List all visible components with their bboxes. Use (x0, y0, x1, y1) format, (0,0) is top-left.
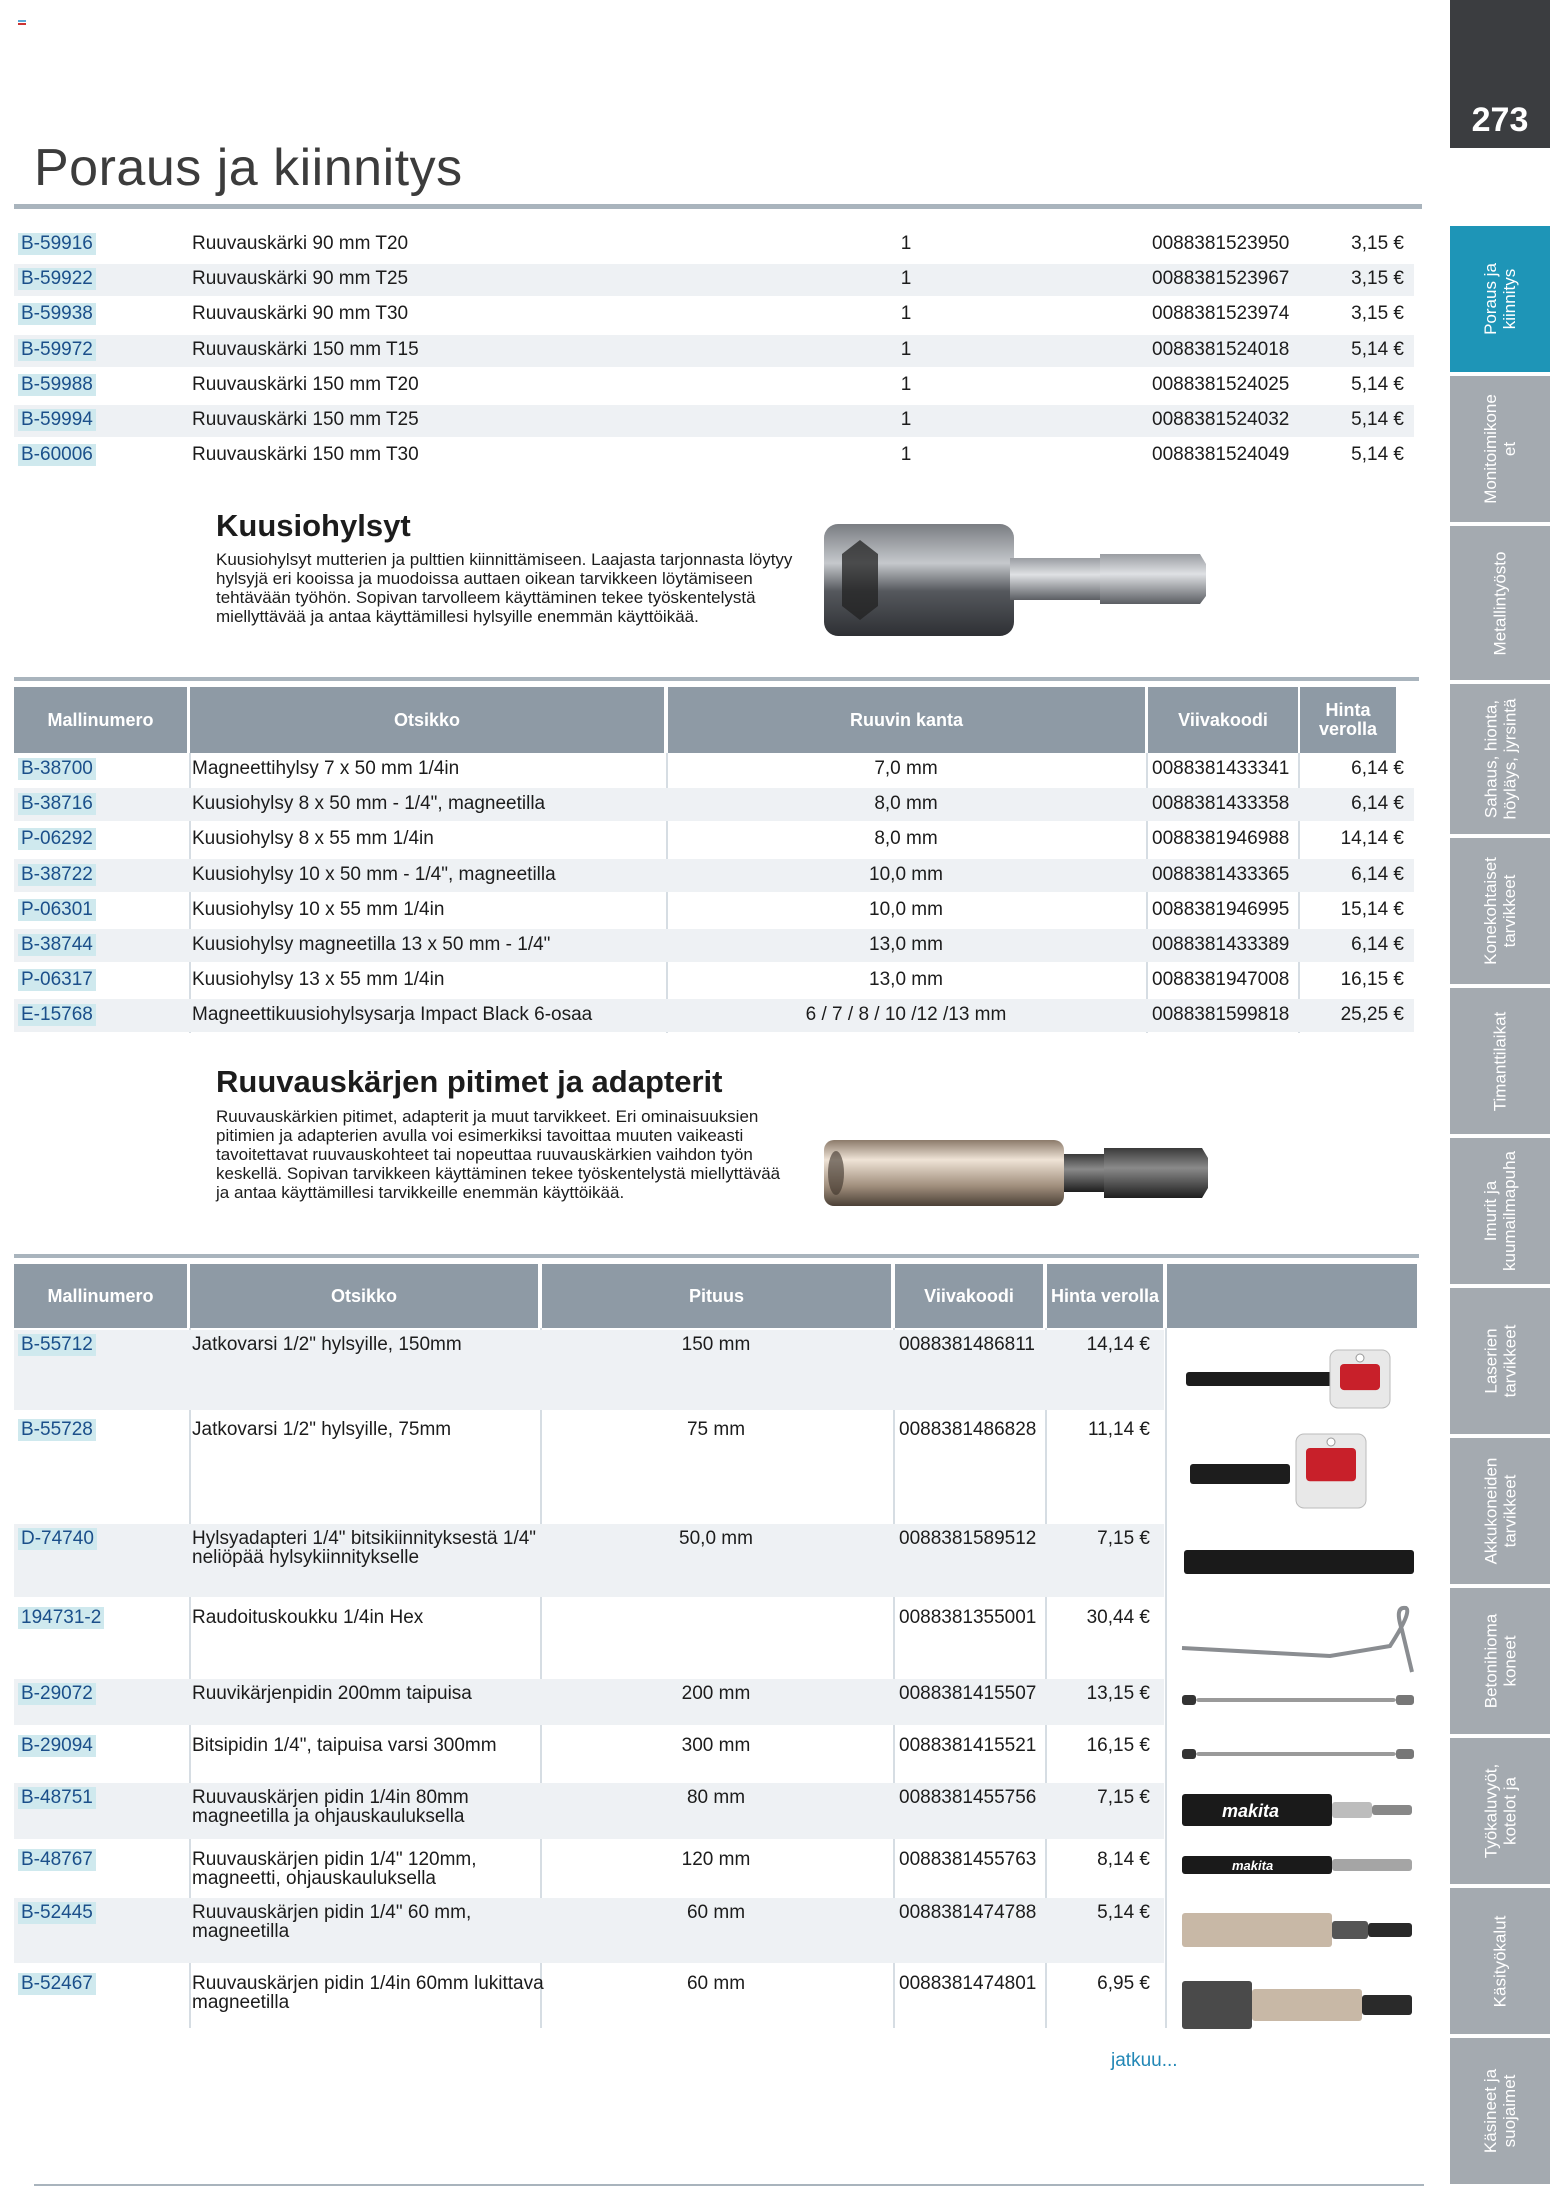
model-number-link[interactable]: B-55728 (18, 1419, 96, 1441)
product-title: Kuusiohylsy 8 x 55 mm 1/4in (192, 828, 434, 850)
model-number-link[interactable]: B-59916 (18, 233, 96, 255)
model-number-link[interactable]: B-48751 (18, 1787, 96, 1809)
product-title: Kuusiohylsy magneetilla 13 x 50 mm - 1/4" (192, 934, 551, 955)
length: 200 mm (681, 1683, 751, 1704)
flex-holder-200-image (1180, 1683, 1420, 1723)
product-title-line2: magneetti, ohjauskauluksella (192, 1868, 436, 1889)
product-title: Ruuvauskärjen pidin 1/4in 60mm lukittava (192, 1973, 544, 1994)
barcode: 0088381599818 (1152, 1004, 1290, 1026)
corner-mark (18, 20, 26, 25)
barcode: 0088381433358 (1152, 793, 1290, 815)
hex-socket-image (820, 518, 1210, 643)
product-title: Ruuvikärjenpidin 200mm taipuisa (192, 1683, 472, 1704)
barcode: 0088381486811 (899, 1334, 1035, 1355)
model-number-link[interactable]: B-59922 (18, 268, 96, 290)
barcode: 0088381455756 (899, 1787, 1037, 1808)
bit-holder-image (820, 1128, 1210, 1218)
screw-shank: 13,0 mm (869, 934, 943, 955)
section-divider (14, 677, 1419, 681)
product-title: Ruuvauskärki 90 mm T20 (192, 233, 409, 254)
page-number-box (1450, 0, 1550, 148)
side-tab-label: Käsityökalut (1490, 1915, 1510, 2007)
length: 75 mm (686, 1419, 746, 1440)
product-title: Ruuvauskärki 150 mm T15 (192, 338, 419, 360)
price: 14,14 € (1086, 1334, 1150, 1355)
model-number-link[interactable]: B-38700 (18, 758, 96, 780)
extension-bar-75-image (1180, 1426, 1420, 1516)
model-number-link[interactable]: P-06317 (18, 969, 96, 991)
price: 5,14 € (1097, 1902, 1150, 1923)
side-tab-10[interactable] (1450, 1588, 1550, 1734)
barcode: 0088381433389 (1152, 934, 1290, 955)
product-title: Magneettikuusiohylsysarja Impact Black 6-osaa (192, 1004, 593, 1026)
column-header: Viivakoodi (895, 1264, 1043, 1328)
model-number-link[interactable]: B-29072 (18, 1683, 96, 1705)
side-tab-1[interactable] (1450, 226, 1550, 372)
column-header: Viivakoodi (1148, 687, 1298, 753)
section-heading-kuusiohylsyt: Kuusiohylsyt (216, 508, 411, 543)
model-number-link[interactable]: B-48767 (18, 1849, 96, 1871)
length: 60 mm (686, 1902, 746, 1923)
product-title: Jatkovarsi 1/2" hylsyille, 150mm (192, 1334, 462, 1355)
barcode: 0088381524049 (1152, 444, 1290, 466)
column-header: Mallinumero (14, 687, 187, 753)
product-title: Magneettihylsy 7 x 50 mm 1/4in (192, 758, 460, 779)
barcode: 0088381474788 (899, 1902, 1037, 1923)
column-header: Hinta verolla (1300, 687, 1396, 753)
side-tab-label: Laserien tarvikkeet (1481, 1324, 1519, 1398)
model-number-link[interactable]: B-38716 (18, 793, 96, 815)
side-tab-12[interactable] (1450, 1888, 1550, 2034)
column-header: Otsikko (190, 687, 664, 753)
side-tab-6[interactable] (1450, 988, 1550, 1134)
quantity: 1 (900, 233, 912, 254)
model-number-link[interactable]: B-55712 (18, 1334, 96, 1356)
model-number-link[interactable]: B-59938 (18, 303, 96, 325)
bit-holder-120-image (1180, 1850, 1420, 1880)
barcode: 0088381433341 (1152, 758, 1290, 779)
side-tab-label: Käsineet ja suojaimet (1481, 2068, 1519, 2154)
model-number-link[interactable]: P-06292 (18, 828, 96, 850)
model-number-link[interactable]: 194731-2 (18, 1607, 104, 1629)
screw-shank: 7,0 mm (874, 758, 938, 779)
quantity: 1 (900, 373, 912, 395)
price: 6,95 € (1097, 1973, 1150, 1994)
price: 3,15 € (1351, 268, 1404, 290)
barcode: 0088381415507 (899, 1683, 1037, 1704)
product-title: Hylsyadapteri 1/4" bitsikiinnityksestä 1/4" (192, 1528, 537, 1549)
side-tab-label: Metallintyösto (1490, 551, 1510, 655)
price: 14,14 € (1340, 828, 1404, 850)
side-tab-9[interactable] (1450, 1438, 1550, 1584)
locking-bit-holder-image (1180, 1975, 1420, 2035)
barcode: 0088381524032 (1152, 409, 1290, 430)
screw-shank: 8,0 mm (874, 793, 938, 815)
model-number-link[interactable]: B-59988 (18, 374, 96, 396)
barcode: 0088381524025 (1152, 373, 1290, 395)
price: 16,15 € (1340, 969, 1404, 991)
model-number-link[interactable]: B-38722 (18, 864, 96, 886)
price: 6,14 € (1351, 934, 1404, 955)
model-number-link[interactable]: P-06301 (18, 899, 96, 921)
bit-holder-80-image (1180, 1786, 1420, 1836)
column-header-image (1167, 1264, 1417, 1328)
page-title: Poraus ja kiinnitys (34, 139, 463, 197)
barcode: 0088381355001 (899, 1607, 1037, 1628)
price: 3,15 € (1351, 233, 1404, 254)
barcode: 0088381946995 (1152, 898, 1290, 920)
side-tab-4[interactable] (1450, 684, 1550, 834)
product-title-line2: magneetilla (192, 1921, 290, 1942)
column-header: Hinta verolla (1047, 1264, 1163, 1328)
price: 8,14 € (1097, 1849, 1150, 1870)
barcode: 0088381455763 (899, 1849, 1037, 1870)
side-tab-label: Konekohtaiset tarvikkeet (1481, 857, 1519, 965)
product-title: Ruuvauskärki 150 mm T30 (192, 444, 419, 466)
barcode: 0088381523950 (1152, 233, 1290, 254)
price: 6,14 € (1351, 793, 1404, 815)
screw-shank: 6 / 7 / 8 / 10 /12 /13 mm (805, 1004, 1007, 1026)
product-title: Ruuvauskärjen pidin 1/4" 60 mm, (192, 1902, 472, 1923)
model-number-link[interactable]: B-29094 (18, 1735, 96, 1757)
length: 150 mm (681, 1334, 751, 1355)
section-description-pitimet: Ruuvauskärkien pitimet, adapterit ja muut tarvikkeet. Eri ominaisuuksien pitimien ja adapterien avulla voi esimerkiksi tavoittaa muuten vaikeasti tavoitettavat ruuvauskohteet tai nopeuttaa ruuvauskärkien vaihdon työn keskellä. Sopivan tarvikkeen käyttäminen tekee työskentelystä miellyttävää ja antaa käyttämillesi tarvikkeille enemmän käyttöikää. (216, 1107, 781, 1202)
side-tab-label: Akkukoneiden tarvikkeet (1481, 1457, 1519, 1565)
side-tab-label: Työkaluvyöt, kotelot ja (1481, 1763, 1519, 1859)
price: 13,15 € (1086, 1683, 1150, 1704)
side-tab-label: Sahaus, hionta, höyläys, jyrsintä (1481, 698, 1519, 820)
barcode: 0088381486828 (899, 1419, 1037, 1440)
bottom-divider (34, 2184, 1424, 2186)
rebar-hook-image (1180, 1600, 1420, 1680)
side-tab-label: Monitoimikone et (1481, 394, 1520, 504)
screw-shank: 10,0 mm (869, 898, 943, 920)
product-title-line2: magneetilla ja ohjauskauluksella (192, 1806, 465, 1827)
model-number-link[interactable]: B-59994 (18, 409, 96, 431)
price: 25,25 € (1340, 1004, 1404, 1026)
barcode: 0088381523974 (1152, 303, 1290, 325)
price: 11,14 € (1088, 1419, 1150, 1440)
product-title: Ruuvauskärki 90 mm T25 (192, 268, 409, 290)
title-divider (14, 204, 1422, 209)
length: 80 mm (686, 1787, 746, 1808)
column-separator (1165, 1328, 1167, 2028)
price: 5,14 € (1351, 444, 1404, 466)
length: 60 mm (686, 1973, 746, 1994)
barcode: 0088381474801 (899, 1973, 1037, 1994)
brand-logo: makita (1232, 1858, 1274, 1873)
model-number-link[interactable]: B-52467 (18, 1973, 96, 1995)
length: 120 mm (681, 1849, 751, 1870)
column-header: Pituus (542, 1264, 891, 1328)
product-title: Ruuvauskärjen pidin 1/4in 80mm (192, 1787, 469, 1808)
screw-shank: 8,0 mm (874, 828, 938, 850)
price: 7,15 € (1097, 1787, 1150, 1808)
barcode: 0088381946988 (1152, 828, 1290, 850)
product-title-line2: magneetilla (192, 1992, 290, 2013)
price: 7,15 € (1097, 1528, 1150, 1549)
product-title: Ruuvauskärki 150 mm T20 (192, 373, 419, 395)
model-number-link[interactable]: B-38744 (18, 934, 96, 956)
price: 16,15 € (1086, 1735, 1150, 1756)
section-heading-pitimet: Ruuvauskärjen pitimet ja adapterit (216, 1064, 723, 1099)
continue-link[interactable]: jatkuu... (1111, 2050, 1178, 2071)
bit-holder-60-image (1180, 1905, 1420, 1955)
side-tab-label: Timanttilaikat (1490, 1011, 1510, 1111)
price: 30,44 € (1086, 1607, 1150, 1628)
column-header: Ruuvin kanta (668, 687, 1145, 753)
price: 3,15 € (1351, 303, 1404, 325)
product-title: Kuusiohylsy 10 x 50 mm - 1/4", magneetilla (192, 863, 556, 885)
side-tab-8[interactable] (1450, 1288, 1550, 1434)
barcode: 0088381524018 (1152, 338, 1290, 360)
length: 50,0 mm (679, 1528, 753, 1549)
product-title: Ruuvauskärjen pidin 1/4" 120mm, (192, 1849, 477, 1870)
page-number: 273 (1471, 101, 1529, 139)
quantity: 1 (900, 444, 912, 466)
socket-adapter-image (1180, 1538, 1420, 1588)
product-title-line2: neliöpää hylsykiinnitykselle (192, 1547, 420, 1568)
model-number-link[interactable]: E-15768 (18, 1004, 96, 1026)
side-tab-3[interactable] (1450, 526, 1550, 680)
quantity: 1 (900, 338, 912, 360)
flex-holder-300-image (1180, 1737, 1420, 1777)
product-title: Ruuvauskärki 90 mm T30 (192, 303, 409, 325)
screw-shank: 10,0 mm (869, 863, 943, 885)
side-tab-13[interactable] (1450, 2038, 1550, 2184)
extension-bar-150-image (1180, 1344, 1420, 1414)
column-header: Otsikko (190, 1264, 538, 1328)
barcode: 0088381947008 (1152, 969, 1290, 991)
product-title: Kuusiohylsy 13 x 55 mm 1/4in (192, 969, 445, 991)
product-title: Kuusiohylsy 8 x 50 mm - 1/4", magneetilla (192, 793, 546, 815)
quantity: 1 (900, 268, 912, 290)
product-title: Kuusiohylsy 10 x 55 mm 1/4in (192, 898, 445, 920)
column-header: Mallinumero (14, 1264, 187, 1328)
section-divider (14, 1254, 1419, 1258)
product-title: Jatkovarsi 1/2" hylsyille, 75mm (192, 1419, 452, 1440)
quantity: 1 (900, 409, 912, 430)
brand-logo: makita (1222, 1801, 1280, 1821)
side-tab-7[interactable] (1450, 1138, 1550, 1284)
side-tab-11[interactable] (1450, 1738, 1550, 1884)
side-tab-label: Betonihioma koneet (1480, 1613, 1519, 1709)
price: 15,14 € (1340, 898, 1404, 920)
barcode: 0088381589512 (899, 1528, 1037, 1549)
price: 6,14 € (1351, 863, 1404, 885)
product-title: Bitsipidin 1/4", taipuisa varsi 300mm (192, 1735, 497, 1756)
barcode: 0088381523967 (1152, 268, 1290, 290)
barcode: 0088381415521 (899, 1735, 1037, 1756)
price: 5,14 € (1351, 373, 1404, 395)
price: 5,14 € (1351, 409, 1404, 430)
model-number-link[interactable]: D-74740 (18, 1528, 97, 1550)
side-tab-5[interactable] (1450, 838, 1550, 984)
barcode: 0088381433365 (1152, 863, 1290, 885)
price: 6,14 € (1351, 758, 1404, 779)
side-tab-label: Poraus ja kiinnitys (1480, 263, 1519, 335)
model-number-link[interactable]: B-60006 (18, 444, 96, 466)
quantity: 1 (900, 303, 912, 325)
side-tab-2[interactable] (1450, 376, 1550, 522)
side-tab-label: Imurit ja kuumailmapuha (1481, 1150, 1520, 1272)
product-title: Raudoituskoukku 1/4in Hex (192, 1607, 424, 1628)
model-number-link[interactable]: B-52445 (18, 1902, 96, 1924)
section-description-kuusiohylsyt: Kuusiohylsyt mutterien ja pulttien kiinnittämiseen. Laajasta tarjonnasta löytyy hylsyjä eri kooissa ja muodoissa auttaen oikean tarvikkeen löytämiseen tehtävään työhön. Sopivan tarvolleem käyttäminen tekee työskentelystä miellyttävää ja antaa käyttämillesi hylsyille enemmän käyttöikää. (216, 550, 793, 626)
length: 300 mm (681, 1735, 751, 1756)
screw-shank: 13,0 mm (869, 969, 943, 991)
model-number-link[interactable]: B-59972 (18, 339, 96, 361)
price: 5,14 € (1351, 338, 1404, 360)
product-title: Ruuvauskärki 150 mm T25 (192, 409, 419, 430)
